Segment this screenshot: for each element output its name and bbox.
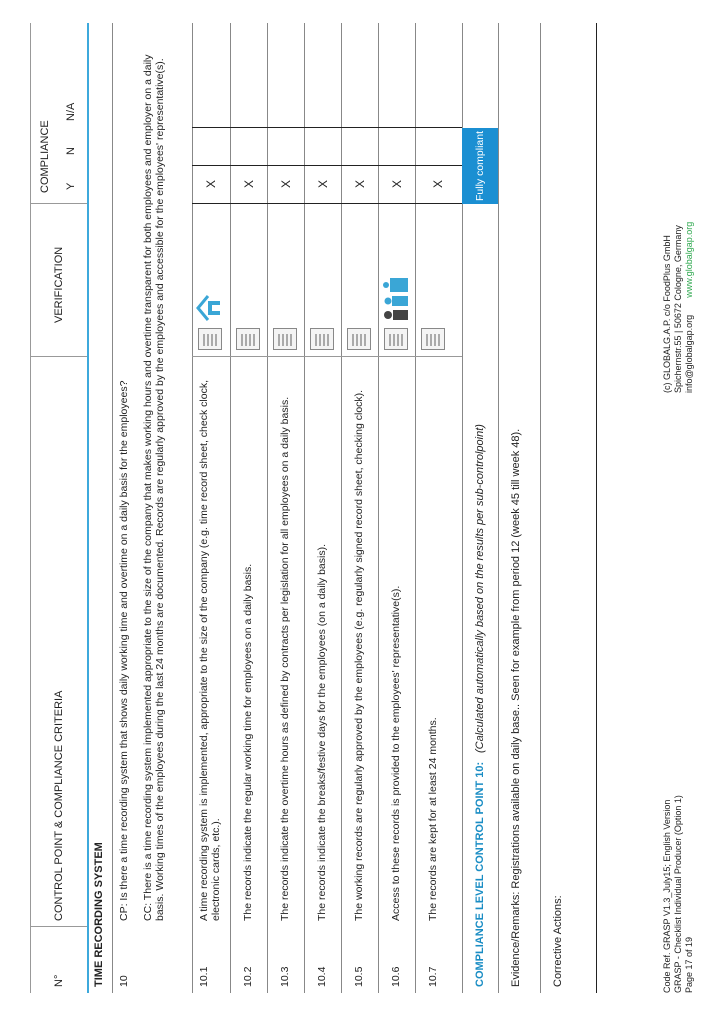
y-cell: X (415, 165, 462, 204)
verification-cell (304, 203, 341, 357)
cp-question: CP: Is there a time recording system that shows daily working time and overtime on a daily basis for the employees? (118, 380, 130, 921)
col-divider (31, 926, 87, 993)
n-cell (230, 127, 267, 166)
y-cell: X (192, 165, 230, 204)
y-cell: X (304, 165, 341, 204)
corrective-actions-label: Corrective Actions: (552, 895, 564, 987)
table-row (230, 23, 268, 993)
document-icon (421, 328, 445, 350)
table-row (267, 23, 305, 993)
na-cell (267, 22, 304, 128)
row-text: The working records are regularly approved by the employees (e.g. regularly signed record sheet, checking clock). (353, 389, 365, 921)
table-row (415, 23, 463, 993)
footer-right (662, 222, 695, 393)
row-number: 10.6 (390, 966, 402, 987)
compliance-level-row (462, 23, 499, 993)
table-row (192, 23, 231, 993)
n-cell (415, 127, 462, 166)
row-text: Access to these records is provided to the employees' representative(s). (390, 585, 402, 921)
n-cell (378, 127, 415, 166)
row-text: The records indicate the regular working time for employees on a daily basis. (242, 563, 254, 921)
na-cell (192, 22, 230, 128)
col-n-header: N (65, 147, 77, 155)
row-text: The records are kept for at least 24 months. (427, 717, 439, 921)
document-icon (198, 328, 222, 350)
col-verification-header: VERIFICATION (53, 246, 65, 323)
table-row (378, 23, 416, 993)
col-criteria-header: CONTROL POINT & COMPLIANCE CRITERIA (53, 690, 65, 921)
document-icon (384, 328, 408, 350)
n-cell (267, 127, 304, 166)
y-cell: X (378, 165, 415, 204)
y-cell: X (230, 165, 267, 204)
control-point-row (112, 23, 193, 993)
verification-cell (378, 203, 415, 357)
row-number: 10.3 (279, 966, 291, 987)
col-compliance-header: COMPLIANCE (39, 120, 51, 193)
evidence-remarks-row (498, 23, 541, 993)
verification-cell (192, 203, 230, 357)
row-text: The records indicate the breaks/festive days for the employees (on a daily basis). (316, 543, 328, 921)
na-cell (415, 22, 462, 128)
row-number: 10.2 (242, 966, 254, 987)
evidence-remarks: Evidence/Remarks: Registrations available on daily base.. Seen for example from period 12 (week 45 till week 48). (510, 428, 522, 987)
col-divider (31, 203, 87, 357)
na-cell (230, 22, 267, 128)
footer-copyright: (c) GLOBALG.A.P. c/o FoodPlus GmbH (662, 235, 672, 393)
verification-cell (341, 203, 378, 357)
table-row (341, 23, 379, 993)
employees-icon (382, 276, 410, 322)
corrective-actions-row (540, 23, 597, 993)
document-icon (273, 328, 297, 350)
na-cell (341, 22, 378, 128)
n-cell (304, 127, 341, 166)
row-text: A time recording system is implemented, appropriate to the size of the company (e.g. time record sheet, check clock, electronic cards, etc.). (198, 380, 222, 921)
document-icon (347, 328, 371, 350)
col-divider (31, 356, 87, 927)
row-number: 10.4 (316, 966, 328, 987)
cp-criteria: CC: There is a time recording system implemented appropriate to the size of the company that makes working hours and overtime transparent for both employees and employer on a daily basis. Working times of the employees during the last 24 months are documented. Records are regularly approved by the employees and accessible for the employees' representative(s). (142, 54, 166, 921)
footer-address: Spichernstr.55 | 50672 Cologne, Germany (673, 225, 683, 393)
interview-icon (196, 294, 224, 322)
y-cell: X (267, 165, 304, 204)
na-cell (304, 22, 341, 128)
na-cell (378, 22, 415, 128)
n-cell (341, 127, 378, 166)
footer-email[interactable]: info@globalgap.org (684, 314, 694, 393)
footer-contact (684, 222, 695, 393)
compliance-calc-note: (Calculated automatically based on the results per sub-controlpoint) (474, 424, 486, 753)
document-icon (310, 328, 334, 350)
section-title: TIME RECORDING SYSTEM (86, 23, 113, 993)
col-number-header: N° (53, 974, 65, 987)
table-header (30, 23, 89, 993)
col-na-header: N/A (65, 102, 77, 121)
row-text: The records indicate the overtime hours as defined by contracts per legislation for all employees on a daily basis. (279, 396, 291, 921)
footer-website-link[interactable]: www.globalgap.org (684, 221, 694, 298)
cp-number: 10 (118, 975, 130, 987)
compliance-level-label: COMPLIANCE LEVEL CONTROL POINT 10: (474, 761, 486, 987)
document-icon (236, 328, 260, 350)
row-number: 10.1 (198, 966, 210, 987)
verification-cell (415, 203, 462, 357)
footer-page-number: Page 17 of 19 (684, 936, 694, 993)
row-number: 10.7 (427, 966, 439, 987)
compliance-result-badge: Fully compliant (462, 128, 498, 204)
col-y-header: Y (65, 182, 77, 190)
footer-code-ref: Code Ref. GRASP V1.3_July15; English Version (662, 799, 672, 993)
n-cell (192, 127, 230, 166)
table-row (304, 23, 342, 993)
footer-checklist-title: GRASP - Checklist Individual Producer (Option 1) (673, 795, 683, 993)
verification-cell (230, 203, 267, 357)
row-number: 10.5 (353, 966, 365, 987)
verification-cell (267, 203, 304, 357)
footer-left (662, 795, 695, 993)
y-cell: X (341, 165, 378, 204)
